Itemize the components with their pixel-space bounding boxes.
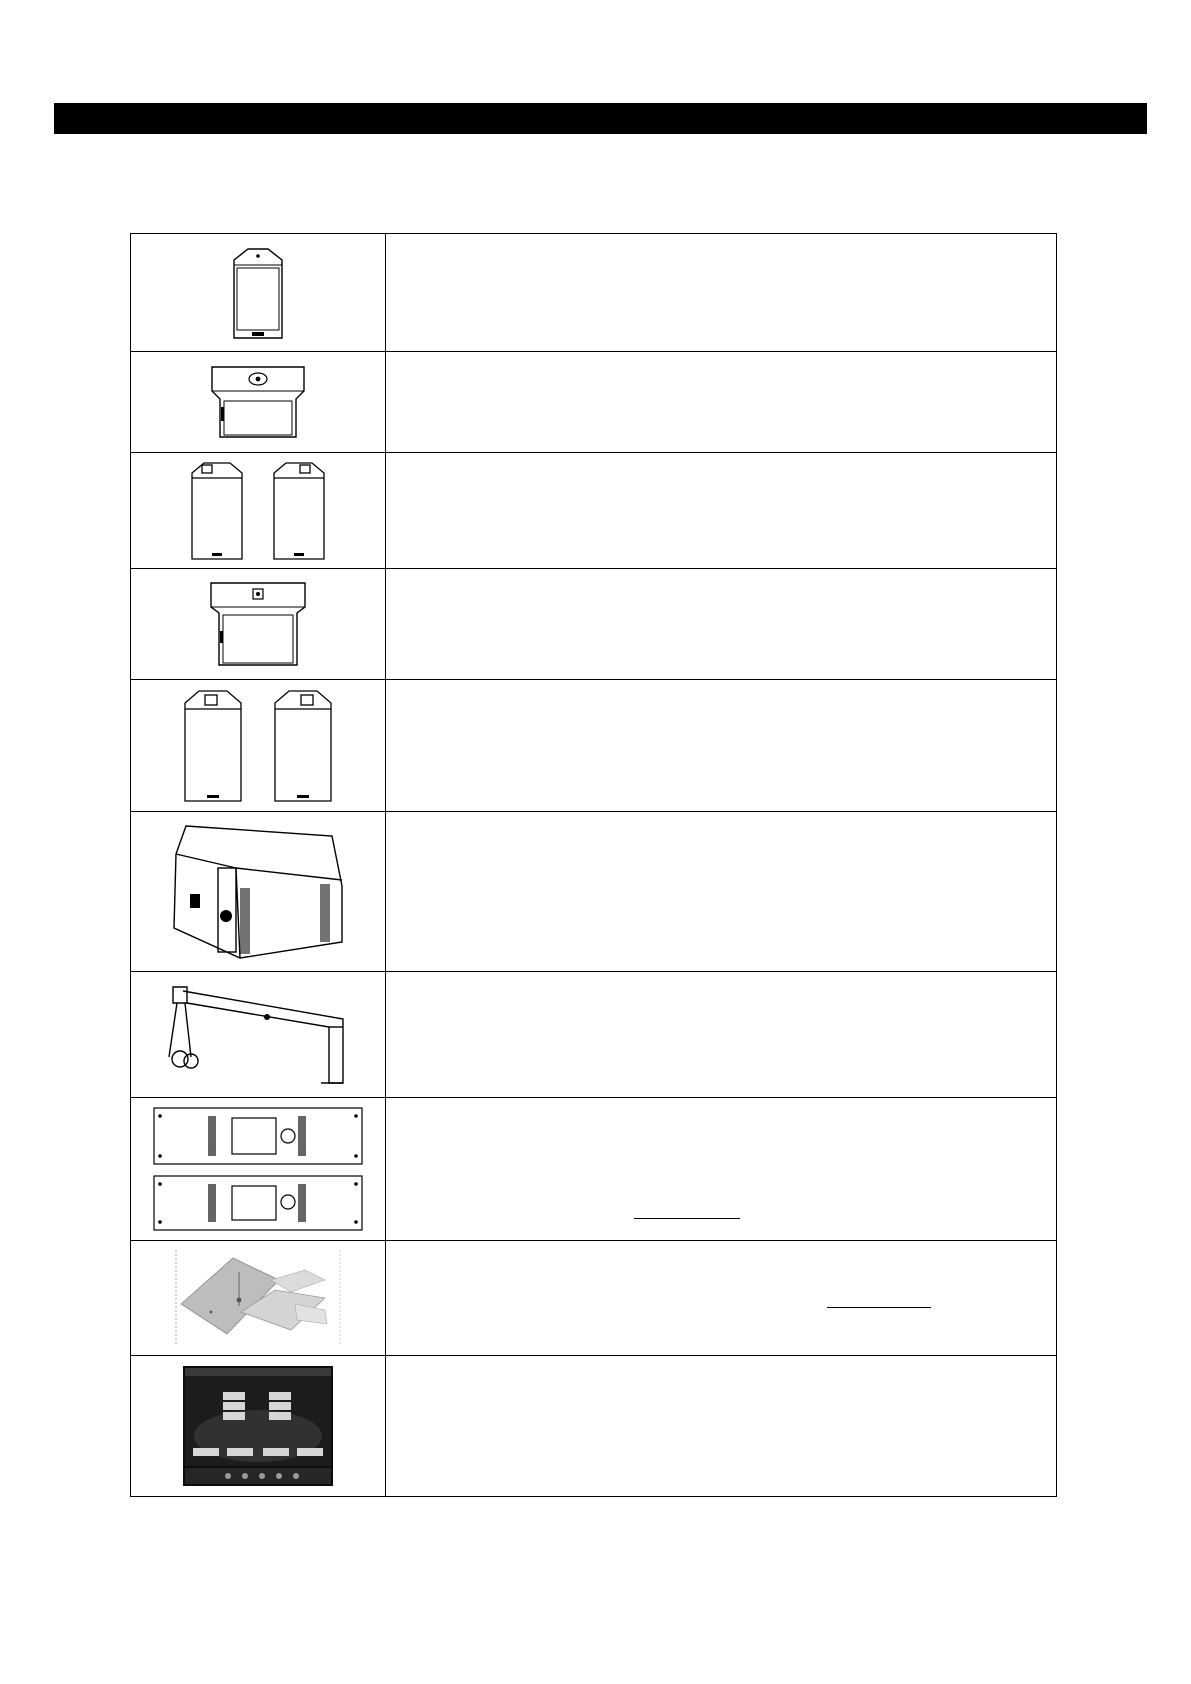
product-table [130,233,1057,1497]
text-underline [827,1307,931,1308]
mounting-bracket-icon [163,983,353,1087]
product-image-cell [131,569,386,680]
product-image-cell [131,352,386,453]
amplifier-icon [152,1106,364,1232]
product-description-cell [386,234,1057,352]
product-image-cell [131,972,386,1098]
product-image-cell [131,453,386,569]
acoustic-simulation-icon [175,1250,341,1346]
table-row [131,680,1057,812]
product-image-cell [131,1356,386,1497]
product-description-cell [386,1241,1057,1356]
speaker-pair-icon [183,689,333,803]
product-description-cell [386,680,1057,812]
text-underline [634,1218,740,1219]
product-description-cell [386,1356,1057,1497]
monitor-wedge-icon [210,363,306,441]
table-row [131,812,1057,972]
product-description-cell [386,453,1057,569]
product-image-cell [131,1241,386,1356]
product-description-cell [386,812,1057,972]
table-row [131,1356,1057,1497]
table-row [131,352,1057,453]
speaker-pair-icon [190,461,326,561]
table-row [131,972,1057,1098]
product-description-cell [386,569,1057,680]
table-row [131,1241,1057,1356]
section-title-bar [54,103,1147,134]
product-image-cell [131,812,386,972]
top-speaker-icon [228,246,288,340]
product-image-cell [131,234,386,352]
monitor-wedge-icon [209,579,307,669]
subwoofer-icon [172,824,344,960]
table-row [131,1098,1057,1241]
table-row [131,234,1057,352]
product-image-cell [131,1098,386,1241]
product-image-cell [131,680,386,812]
product-description-cell [386,352,1057,453]
software-screen-icon [183,1366,333,1486]
product-description-cell [386,1098,1057,1241]
table-row [131,453,1057,569]
table-row [131,569,1057,680]
product-description-cell [386,972,1057,1098]
